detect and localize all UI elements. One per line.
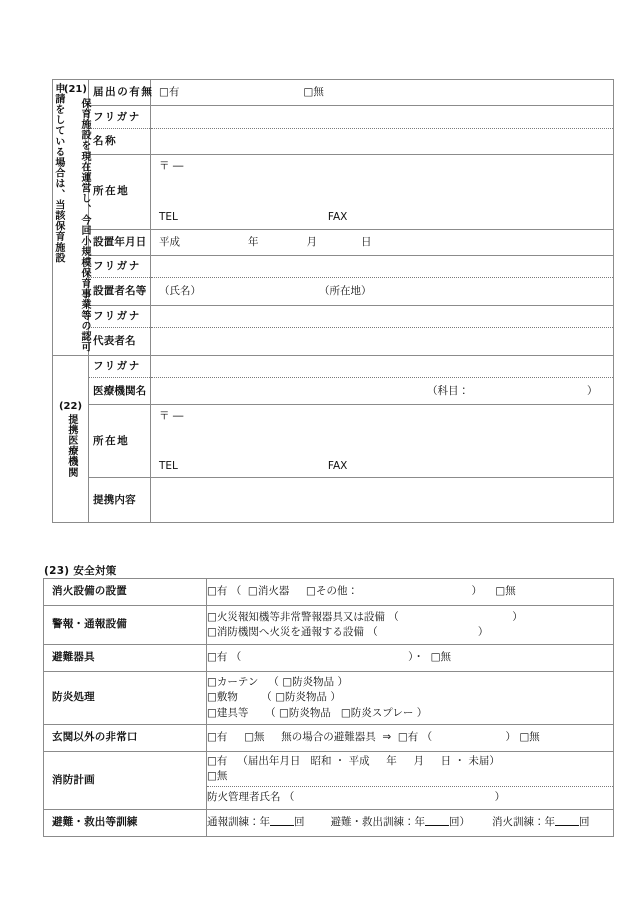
label-drills-text: 避難・救出等訓練	[52, 816, 138, 829]
label-founder-text: 設置者名等	[93, 285, 147, 298]
institution-tel-fax	[151, 459, 613, 477]
founder-address-field[interactable]: （所在地）	[319, 285, 372, 298]
emergency-exit-line-1[interactable]: □有 □無 無の場合の避難器具 ⇒ □有 （ ） □無	[207, 731, 540, 744]
label-fire-extinguishing	[44, 579, 207, 606]
label-representative	[89, 328, 151, 355]
table-row	[53, 305, 614, 328]
facility-tel-label[interactable]: TEL	[159, 211, 178, 224]
label-furigana-name-text: フリガナ	[93, 110, 141, 123]
label-alarm-equipment	[44, 606, 207, 645]
facility-postal-code[interactable]: 〒 ―	[159, 160, 184, 173]
section-21-vertical-label-left: 申請をしている場合は、当該保育施設	[52, 83, 64, 264]
established-month: 月	[306, 235, 317, 248]
alarm-equipment-line-2[interactable]: □消防機関へ火災を通報する設備 （ ）	[207, 626, 489, 638]
table-row	[44, 672, 614, 725]
label-institution-name-text: 医療機関名	[93, 384, 147, 397]
label-representative-text: 代表者名	[93, 335, 136, 348]
section-21-vertical-label	[53, 80, 89, 356]
field-evacuation-equipment[interactable]	[207, 645, 614, 672]
established-year: 年	[248, 235, 259, 248]
field-fire-plan[interactable]	[207, 752, 614, 787]
table-row	[53, 355, 614, 377]
institution-department	[151, 381, 613, 402]
label-facility-address-text: 所在地	[93, 185, 130, 198]
label-flame-retardant	[44, 672, 207, 725]
label-institution-address	[89, 405, 151, 478]
table-row	[53, 229, 614, 255]
drill-report-suffix: 回	[294, 816, 305, 829]
flame-retardant-line-1[interactable]: □カーテン （ □防炎物品 ）	[207, 676, 349, 689]
established-era[interactable]: 平成	[159, 235, 180, 248]
institution-postal-code[interactable]: 〒 ―	[159, 410, 184, 423]
field-furigana-founder[interactable]	[151, 255, 614, 278]
fire-plan-line-2[interactable]: □無	[207, 770, 228, 782]
label-facility-name-text: 名称	[93, 135, 118, 148]
label-facility-address	[89, 155, 151, 229]
facility-tel-fax	[151, 210, 613, 228]
table-row	[53, 278, 614, 305]
drill-report-prefix[interactable]: 通報訓練：年	[207, 816, 270, 829]
label-notification	[89, 80, 154, 106]
table-row	[44, 606, 614, 645]
founder-fields	[151, 281, 613, 302]
field-facility-name[interactable]	[151, 128, 614, 154]
fire-manager-name-line[interactable]: 防火管理者氏名 （ ）	[207, 791, 506, 804]
field-institution-name[interactable]	[151, 378, 614, 405]
established-day: 日	[361, 235, 372, 248]
notification-options	[151, 82, 613, 103]
label-cooperation-content-text: 提携内容	[93, 493, 136, 506]
fire-plan-line-1[interactable]: □有 （届出年月日 昭和 ・ 平成 年 月 日 ・ 未届）	[207, 754, 500, 767]
table-row	[53, 128, 614, 154]
table-row	[44, 810, 614, 837]
label-furigana-representative	[89, 305, 151, 328]
label-established-date	[89, 229, 151, 255]
table-row	[53, 80, 614, 106]
field-furigana-name[interactable]	[151, 106, 614, 129]
field-furigana-institution[interactable]	[151, 355, 614, 377]
institution-department-open[interactable]: （科目：	[427, 384, 469, 397]
flame-retardant-line-3[interactable]: □建具等 （ □防炎物品 □防炎スプレー ）	[207, 706, 428, 719]
furigana-founder-value	[151, 264, 613, 270]
label-furigana-institution-text: フリガナ	[93, 359, 141, 372]
label-notification-text: 届出の有無	[93, 86, 154, 99]
label-fire-plan	[44, 752, 207, 810]
label-drills	[44, 810, 207, 837]
field-drills[interactable]	[207, 810, 614, 837]
furigana-representative-value	[151, 314, 613, 320]
safety-measures-table	[43, 578, 614, 837]
table-row	[53, 328, 614, 355]
table-row	[44, 725, 614, 752]
section-21-vertical-label-right: 保育施設を現在運営し、今回小規模保育事業等の認可	[78, 97, 90, 352]
label-established-date-text: 設置年月日	[93, 235, 147, 248]
field-established-date[interactable]	[151, 229, 614, 255]
institution-department-close: ）	[587, 384, 598, 397]
label-fire-plan-text: 消防計画	[52, 773, 95, 786]
table-row	[53, 405, 614, 478]
drill-evacuation-suffix: 回）	[449, 816, 470, 829]
furigana-institution-value	[151, 364, 613, 370]
table-row	[44, 579, 614, 606]
facility-name-value	[151, 139, 613, 145]
field-emergency-exit[interactable]	[207, 725, 614, 752]
label-furigana-founder-text: フリガナ	[93, 260, 141, 273]
table-row	[53, 255, 614, 278]
drill-evacuation-prefix[interactable]: 避難・救出訓練：年	[330, 816, 425, 829]
table-row	[53, 155, 614, 229]
table-row	[44, 645, 614, 672]
label-furigana-institution	[89, 355, 151, 377]
label-cooperation-content	[89, 478, 151, 523]
field-alarm-equipment[interactable]	[207, 606, 614, 645]
label-evacuation-equipment	[44, 645, 207, 672]
section-22-vertical-label	[53, 355, 89, 522]
label-institution-name	[89, 378, 151, 405]
field-fire-manager-name[interactable]	[207, 787, 614, 810]
drill-fire-blank[interactable]	[555, 825, 579, 826]
label-furigana-name	[89, 106, 151, 129]
label-alarm-equipment-text: 警報・通報設備	[52, 618, 127, 631]
field-notification[interactable]	[151, 80, 614, 106]
field-facility-address[interactable]	[151, 155, 614, 229]
field-representative[interactable]	[151, 328, 614, 355]
flame-retardant-line-2[interactable]: □敷物 （ □防炎物品 ）	[207, 691, 341, 704]
representative-value	[151, 339, 613, 345]
furigana-name-value	[151, 114, 613, 120]
label-furigana-representative-text: フリガナ	[93, 310, 141, 323]
section-23-title: (23) 安全対策	[44, 565, 117, 577]
label-emergency-exit-text: 玄関以外の非常口	[52, 731, 138, 744]
established-date-value	[151, 232, 613, 253]
drills-line	[207, 815, 613, 830]
alarm-equipment-line-1[interactable]: □火災報知機等非常警報器具又は設備 （ ）	[207, 610, 523, 623]
fire-extinguishing-line-1[interactable]: □有 （ □消火器 □その他： ） □無	[207, 585, 516, 598]
field-cooperation-content[interactable]	[151, 478, 614, 523]
table-row	[53, 106, 614, 129]
cooperation-content-value	[151, 497, 613, 503]
facility-and-medical-table	[52, 79, 614, 523]
label-flame-retardant-text: 防炎処理	[52, 691, 95, 704]
table-row	[53, 378, 614, 405]
notification-no-checkbox[interactable]: □無	[303, 86, 324, 99]
label-evacuation-equipment-text: 避難器具	[52, 651, 95, 664]
section-22-number: (22)	[58, 400, 83, 412]
drill-report-blank[interactable]	[270, 825, 294, 826]
table-row	[53, 478, 614, 523]
field-founder[interactable]	[151, 278, 614, 305]
facility-fax-label[interactable]: FAX	[327, 211, 348, 224]
field-flame-retardant[interactable]	[207, 672, 614, 725]
label-institution-address-text: 所在地	[93, 434, 130, 447]
field-furigana-representative[interactable]	[151, 305, 614, 328]
field-institution-address[interactable]	[151, 405, 614, 478]
institution-fax-label[interactable]: FAX	[327, 459, 348, 472]
drill-evacuation-blank[interactable]	[425, 825, 449, 826]
evacuation-equipment-line-1[interactable]: □有 （ ）・ □無	[207, 651, 451, 664]
founder-name-field[interactable]: （氏名）	[159, 285, 201, 298]
drill-fire-prefix[interactable]: 消火訓練：年	[492, 816, 555, 829]
label-emergency-exit	[44, 725, 207, 752]
label-founder	[89, 278, 151, 305]
section-21-number: (21)	[63, 84, 87, 95]
label-furigana-founder	[89, 255, 151, 278]
field-fire-extinguishing[interactable]	[207, 579, 614, 606]
notification-yes-checkbox[interactable]: □有	[159, 86, 180, 99]
institution-tel-label[interactable]: TEL	[159, 459, 178, 472]
label-fire-extinguishing-text: 消火設備の設置	[52, 585, 127, 598]
label-facility-name	[89, 128, 151, 154]
table-row	[44, 752, 614, 787]
section-22-vertical-label-text: 提携医療機関	[65, 414, 77, 479]
drill-fire-suffix: 回	[579, 816, 590, 829]
